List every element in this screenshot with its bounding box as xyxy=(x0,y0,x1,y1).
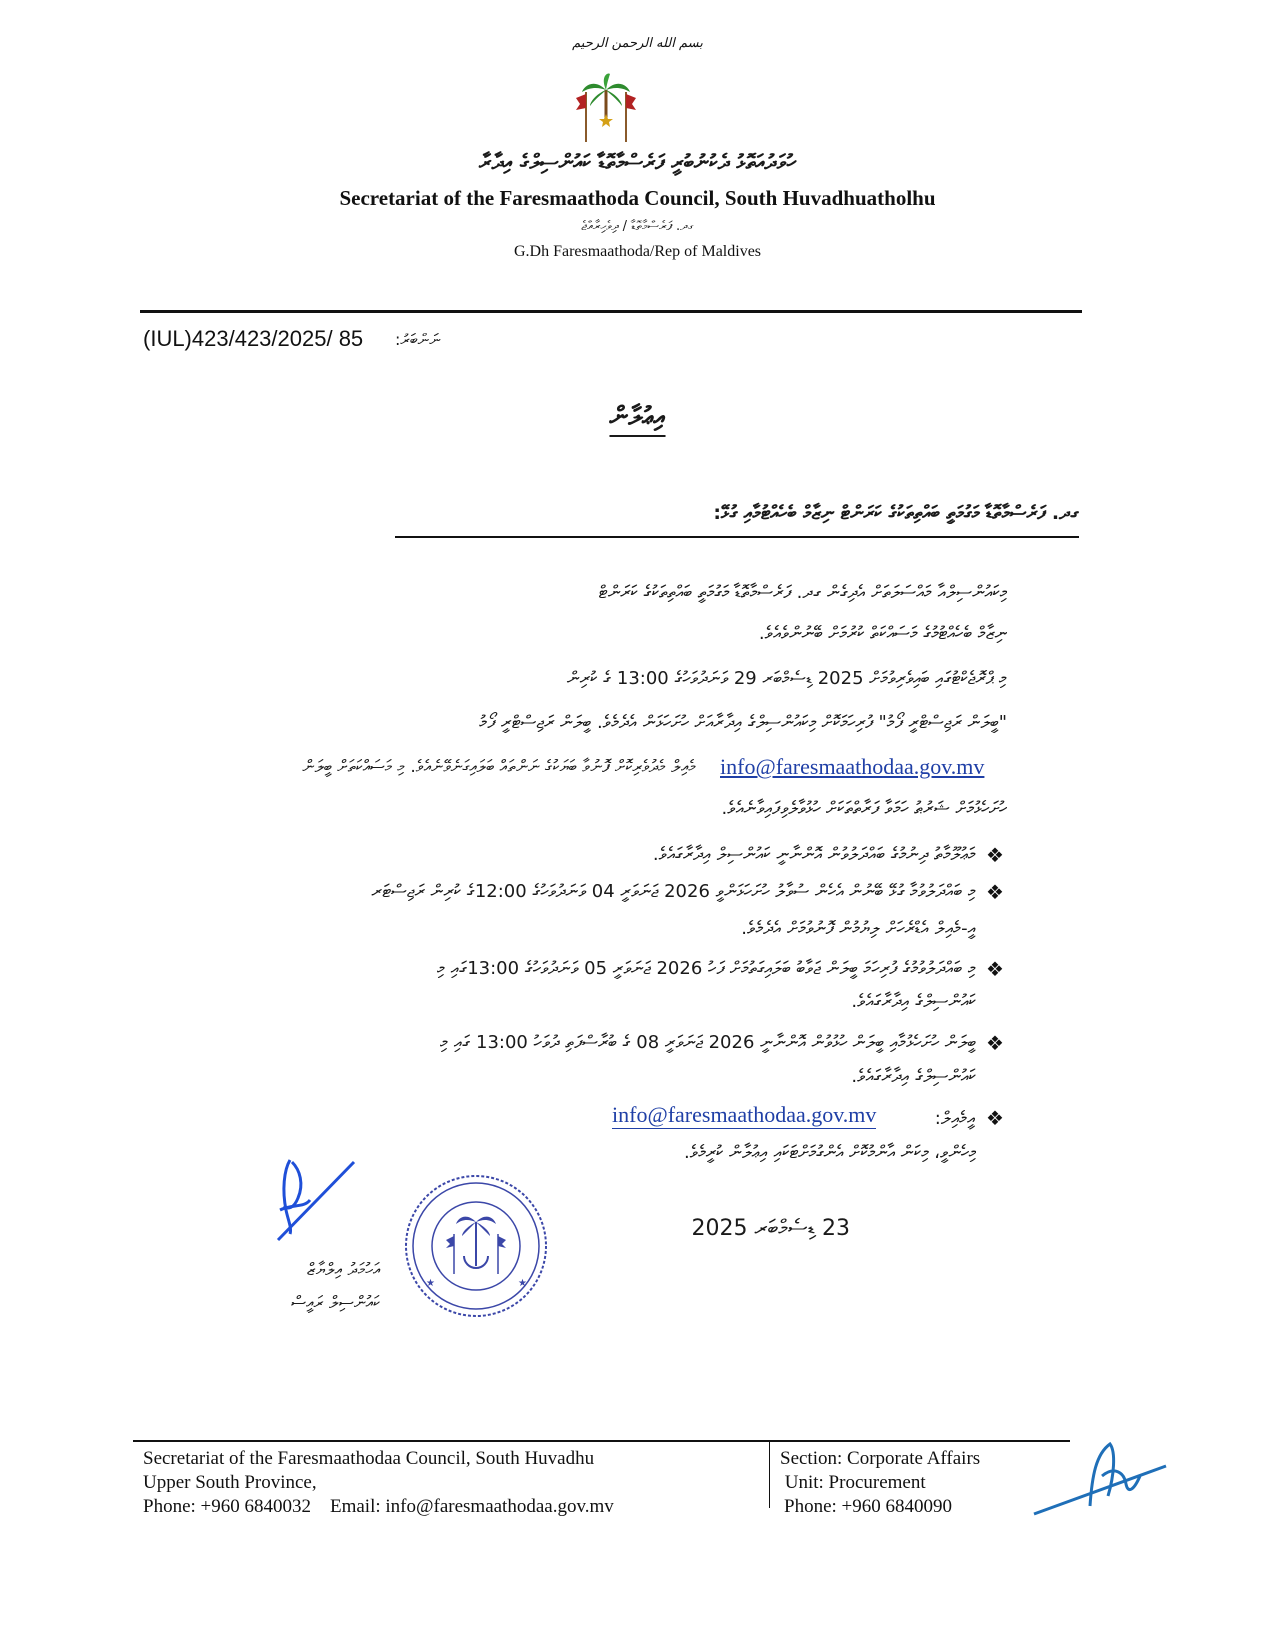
bullet-3-line2: ކައުންސިލްގެ އިދާރާގައެވެ. xyxy=(851,991,976,1012)
bullet-5-email-link[interactable] xyxy=(612,1102,876,1129)
page-title: އިޢުލާން xyxy=(609,402,666,432)
footer-left-line2: Upper South Province, xyxy=(143,1472,317,1493)
bullet-4-line1: ބީލަން ހުށަހެޅުމާއި ބީލަން ހުޅުވުން އޮންނާނީ 2026 ޖަނަވަރީ 08 ގެ ބުރާސްފަތި ދުވަހު 13:00 ގައި މި xyxy=(440,1032,976,1053)
footer-divider xyxy=(769,1442,770,1508)
para2-line1: މި ޕްރޮޖެކްޓުގައި ބައިވެރިވުމަށް 2025 ޑިސެމްބަރ 29 ވަނަދުވަހުގެ 13:00 ގެ ކުރިން xyxy=(566,668,1007,689)
footer-right-line2: Unit: Procurement xyxy=(780,1472,926,1493)
bullet-icon: ❖ xyxy=(986,843,1004,867)
email-text[interactable]: info@faresmaathodaa.gov.mv xyxy=(612,1102,877,1127)
reference-label: ނަންބަރު: xyxy=(395,330,441,349)
reference-number: (IUL)423/423/2025/ 85 xyxy=(143,326,364,351)
bullet-icon: ❖ xyxy=(986,1031,1004,1055)
subject-line: ގދ. ފަރެސްމާތޮޑާ މަގުމަތީ ބައްތިތަކުގެ ކަރަންޓް ނިޒާމް ބެހެއްޓުމާއި ގުޅޭ: xyxy=(713,502,1079,524)
footer-rule xyxy=(133,1440,1070,1442)
official-stamp xyxy=(404,1174,548,1318)
state-emblem xyxy=(574,72,638,148)
para2-line2: "ބީލަން ރަޖިސްޓްރީ ފޯމު" ފުރިހަމަކޮށް މިކައުންސިލްގެ އިދާރާއަށް ހުށަހަޅަން އެދެމެވެ. ބީލަން ރަޖިސްޓްރީ ފޯމު xyxy=(479,712,1007,733)
para2-line3: މެއިލް މެދުވެރިކޮށް ފޮނުވާ ބަޔަކުގެ ނަންތައް ބަލައިގަނެވޭނެއެވެ. މި މަސައްކަތަށް ބީލަން xyxy=(302,757,696,777)
bullet-4-line2: ކައުންސިލްގެ އިދާރާގައެވެ. xyxy=(851,1066,976,1087)
initials-signature xyxy=(1030,1436,1170,1520)
header-rule xyxy=(140,310,1082,313)
bullet-5-label: އީމެއިލް: xyxy=(934,1108,975,1129)
org-name: Secretariat of the Faresmaathoda Council, South Huvadhuatholhu xyxy=(339,186,936,210)
bismillah: بسم الله الرحمن الرحيم xyxy=(572,36,703,51)
bullet-icon: ❖ xyxy=(986,880,1004,904)
para1-line2: ނިޒާމް ބެހެއްޓުމުގެ މަސައްކަތް ކުރުމަށް ބޭނުންވެއެވެ. xyxy=(758,623,1007,644)
date: 23 ޑިސެމްބަރ 2025 xyxy=(691,1216,850,1241)
bullet-icon: ❖ xyxy=(986,1106,1004,1130)
org-name-dhivehi: ހުވަދުއަތޮޅު ދެކުނުބުރީ ފަރެސްމާތޮޑާ ކައުންސިލްގެ އިދާރާ xyxy=(479,150,796,174)
svg-text:★: ★ xyxy=(426,1278,435,1289)
footer-left-line1: Secretariat of the Faresmaathodaa Council, South Huvadhu xyxy=(143,1448,595,1469)
para1-line1: މިކައުންސިލްއާ މައްސަލަތަށް އެދިގެން ގދ. ފަރެސްމާތޮޑާ މަގުމަތީ ބައްތިތަކުގެ ކަރަންޓް xyxy=(598,582,1007,603)
bullet-2-line1: މި ބައްދަލުވުމާ ގުޅޭ ބޭނުން އެހެން ސުވާލު ހުށަހަޅަންވީ 2026 ޖަނަވަރީ 04 ވަނަދުވަހުގެ 12:00ގެ ކުރިން ރަޖިސްޓަރ xyxy=(371,881,976,902)
bullet-3-line1: މި ބައްދަލުވުމުގެ ފުރިހަމަ ބީލަން ޖަވާބު ބަލައިގަތުމަށް ފަހު 2026 ޖަނަވަރީ 05 ވަނަދުވަހުގެ 13:00ގައި މި xyxy=(436,958,976,979)
footer-right-line3: Phone: +960 6840090 xyxy=(784,1496,952,1517)
svg-text:★: ★ xyxy=(518,1278,527,1289)
address: G.Dh Faresmaathoda/Rep of Maldives xyxy=(513,243,762,260)
para2-line4: ހުށަހެޅުމަށް ޝަރުޠު ހަމަވާ ފަރާތްތަކަށް ހުޅުވާލެވިފައިވާނެއެވެ. xyxy=(721,798,1007,819)
closing-line: މިހެންވީ، މިކަން އާންމުކޮށް އެންގުމަށްޓަކައި އިޢުލާން ކުރީމެވެ. xyxy=(683,1142,976,1163)
signatory-name: އަހުމަދު އިލްޔާޒް xyxy=(306,1260,380,1280)
address-dhivehi: ގދ. ފަރެސްމާތޮޑާ / ދިވެހިރާއްޖެ xyxy=(581,219,694,234)
para2-email-link[interactable] xyxy=(720,754,984,780)
subject-underline xyxy=(395,536,1079,538)
signatory-title: ކައުންސިލް ރައީސް xyxy=(291,1293,380,1313)
footer-left-line3: Phone: +960 6840032 Email: info@faresmaathodaa.gov.mv xyxy=(143,1496,614,1517)
bullet-1-text: މަޢުލޫމާތު ދިނުމުގެ ބައްދަލުވުން އޮންނާނީ ކައުންސިލް އިދާރާގައެވެ. xyxy=(652,844,976,865)
bullet-icon: ❖ xyxy=(986,957,1004,981)
email-text[interactable]: info@faresmaathodaa.gov.mv xyxy=(720,754,985,779)
signature-image xyxy=(270,1150,360,1245)
footer-right-line1: Section: Corporate Affairs xyxy=(780,1448,981,1469)
bullet-2-line2: އީ-މެއިލް އެޑްރެހަށް ލިޔުމުން ފޮނުވުމަށް އެދެމެވެ. xyxy=(741,918,976,939)
